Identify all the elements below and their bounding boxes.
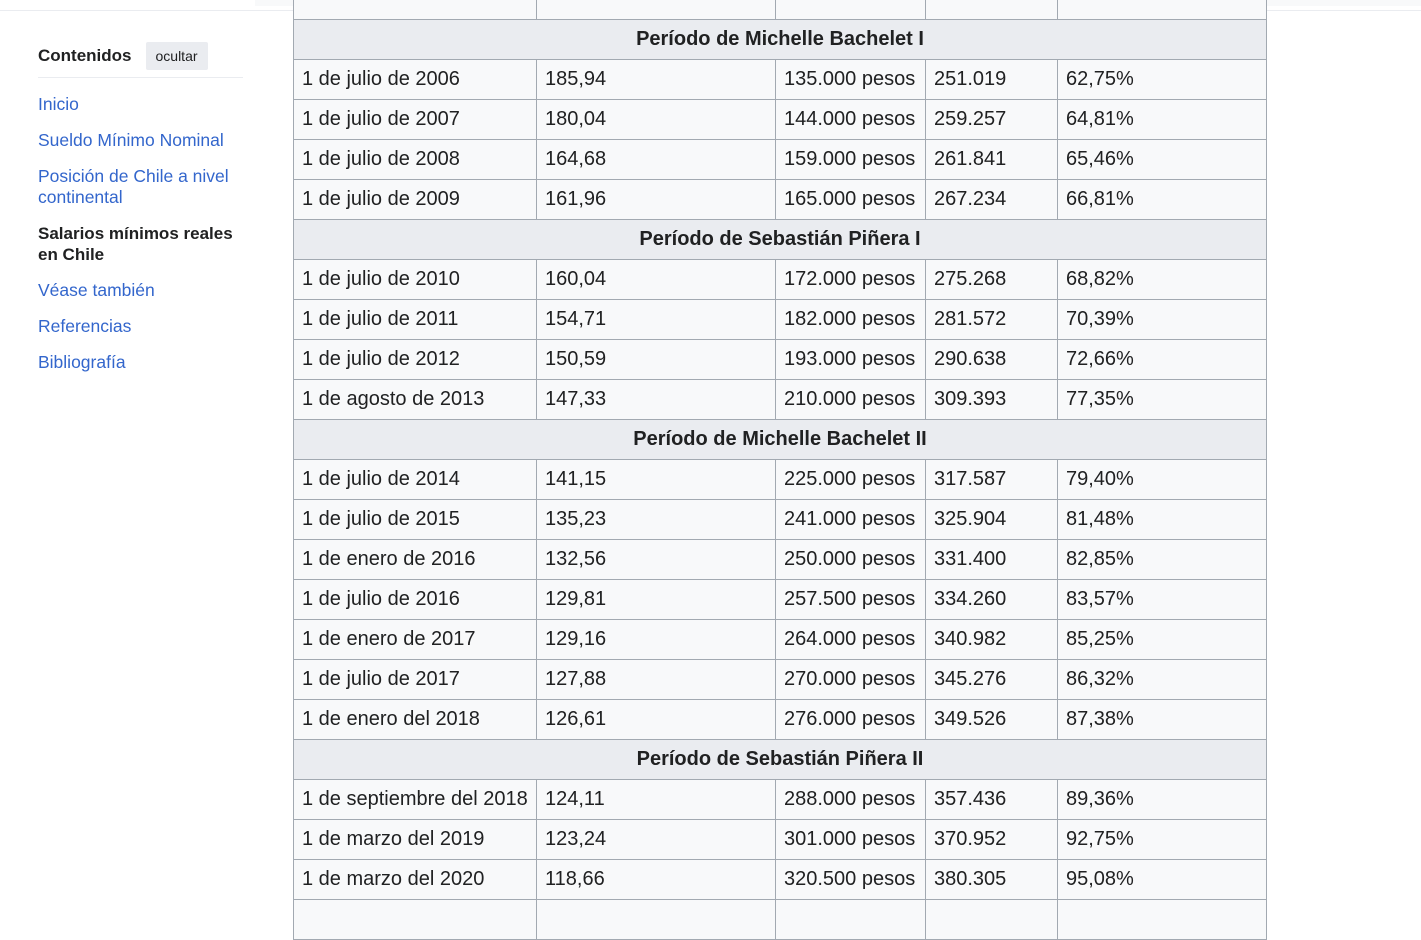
toc-header <box>38 41 243 78</box>
real-wage-cell: 325.904 <box>926 500 1058 540</box>
nominal-wage-cell: 159.000 pesos <box>776 140 926 180</box>
index-cell: 135,23 <box>537 500 776 540</box>
real-wage-cell: 281.572 <box>926 300 1058 340</box>
real-wage-cell: 357.436 <box>926 780 1058 820</box>
date-cell: 1 de julio de 2016 <box>294 580 537 620</box>
real-wage-cell: 340.982 <box>926 620 1058 660</box>
percent-cell: 66,81% <box>1058 180 1267 220</box>
date-cell: 1 de agosto de 2013 <box>294 380 537 420</box>
index-cell: 161,96 <box>537 180 776 220</box>
table-row <box>294 820 1267 860</box>
index-cell: 132,56 <box>537 540 776 580</box>
date-cell: 1 de julio de 2009 <box>294 180 537 220</box>
index-cell: 154,71 <box>537 300 776 340</box>
date-cell: 1 de enero de 2016 <box>294 540 537 580</box>
nominal-wage-cell: 241.000 pesos <box>776 500 926 540</box>
date-cell: 1 de julio de 2008 <box>294 140 537 180</box>
table-of-contents <box>38 41 243 388</box>
index-cell: 150,59 <box>537 340 776 380</box>
period-header-row <box>294 220 1267 260</box>
table-row-partial <box>294 900 1267 940</box>
index-cell: 129,81 <box>537 580 776 620</box>
table-cell <box>1058 900 1267 940</box>
period-header-row <box>294 20 1267 60</box>
date-cell: 1 de julio de 2015 <box>294 500 537 540</box>
table-row <box>294 380 1267 420</box>
percent-cell: 77,35% <box>1058 380 1267 420</box>
nominal-wage-cell: 135.000 pesos <box>776 60 926 100</box>
nominal-wage-cell: 276.000 pesos <box>776 700 926 740</box>
date-cell: 1 de marzo del 2020 <box>294 860 537 900</box>
real-wage-cell: 317.587 <box>926 460 1058 500</box>
percent-cell: 72,66% <box>1058 340 1267 380</box>
nominal-wage-cell: 165.000 pesos <box>776 180 926 220</box>
toc-list <box>38 94 243 373</box>
real-wage-cell: 370.952 <box>926 820 1058 860</box>
table-row <box>294 460 1267 500</box>
toc-hide-button[interactable]: ocultar <box>146 42 208 70</box>
table-row <box>294 780 1267 820</box>
toc-title: Contenidos <box>38 46 132 65</box>
percent-cell: 64,81% <box>1058 100 1267 140</box>
percent-cell: 62,75% <box>1058 60 1267 100</box>
table-row <box>294 300 1267 340</box>
period-header-row <box>294 740 1267 780</box>
real-wage-cell: 380.305 <box>926 860 1058 900</box>
percent-cell: 92,75% <box>1058 820 1267 860</box>
table-row <box>294 260 1267 300</box>
table-row <box>294 180 1267 220</box>
index-cell: 124,11 <box>537 780 776 820</box>
table-row <box>294 700 1267 740</box>
table-row <box>294 860 1267 900</box>
table-cell <box>926 0 1058 20</box>
nominal-wage-cell: 193.000 pesos <box>776 340 926 380</box>
real-wage-cell: 290.638 <box>926 340 1058 380</box>
real-wage-cell: 349.526 <box>926 700 1058 740</box>
real-wage-cell: 259.257 <box>926 100 1058 140</box>
real-wage-cell: 267.234 <box>926 180 1058 220</box>
percent-cell: 79,40% <box>1058 460 1267 500</box>
nominal-wage-cell: 172.000 pesos <box>776 260 926 300</box>
percent-cell: 89,36% <box>1058 780 1267 820</box>
nominal-wage-cell: 210.000 pesos <box>776 380 926 420</box>
table-cell <box>294 0 537 20</box>
nominal-wage-cell: 250.000 pesos <box>776 540 926 580</box>
period-title: Período de Sebastián Piñera II <box>294 740 1267 780</box>
toc-item[interactable]: Inicio <box>38 94 79 114</box>
toc-item[interactable]: Bibliografía <box>38 352 126 372</box>
index-cell: 160,04 <box>537 260 776 300</box>
table-row <box>294 140 1267 180</box>
table-cell <box>294 900 537 940</box>
date-cell: 1 de julio de 2011 <box>294 300 537 340</box>
table-cell <box>537 0 776 20</box>
table-cell <box>1058 0 1267 20</box>
real-wage-cell: 345.276 <box>926 660 1058 700</box>
table-row <box>294 500 1267 540</box>
index-cell: 141,15 <box>537 460 776 500</box>
index-cell: 164,68 <box>537 140 776 180</box>
real-wage-cell: 309.393 <box>926 380 1058 420</box>
nominal-wage-cell: 225.000 pesos <box>776 460 926 500</box>
real-wage-cell: 251.019 <box>926 60 1058 100</box>
table-row <box>294 100 1267 140</box>
table-cell <box>926 900 1058 940</box>
index-cell: 123,24 <box>537 820 776 860</box>
toc-item[interactable]: Referencias <box>38 316 132 336</box>
period-title: Período de Michelle Bachelet I <box>294 20 1267 60</box>
date-cell: 1 de julio de 2012 <box>294 340 537 380</box>
date-cell: 1 de julio de 2006 <box>294 60 537 100</box>
percent-cell: 70,39% <box>1058 300 1267 340</box>
real-wage-cell: 275.268 <box>926 260 1058 300</box>
nominal-wage-cell: 257.500 pesos <box>776 580 926 620</box>
table-cell <box>776 0 926 20</box>
table-row <box>294 540 1267 580</box>
percent-cell: 81,48% <box>1058 500 1267 540</box>
toc-item[interactable]: Véase también <box>38 280 155 300</box>
index-cell: 180,04 <box>537 100 776 140</box>
date-cell: 1 de julio de 2010 <box>294 260 537 300</box>
nominal-wage-cell: 301.000 pesos <box>776 820 926 860</box>
date-cell: 1 de septiembre del 2018 <box>294 780 537 820</box>
table-row-partial <box>294 0 1267 20</box>
index-cell: 127,88 <box>537 660 776 700</box>
index-cell: 126,61 <box>537 700 776 740</box>
period-header-row <box>294 420 1267 460</box>
percent-cell: 82,85% <box>1058 540 1267 580</box>
real-wage-cell: 261.841 <box>926 140 1058 180</box>
percent-cell: 87,38% <box>1058 700 1267 740</box>
table-row <box>294 60 1267 100</box>
date-cell: 1 de marzo del 2019 <box>294 820 537 860</box>
real-minimum-wage-table <box>293 0 1267 940</box>
period-title: Período de Michelle Bachelet II <box>294 420 1267 460</box>
period-title: Período de Sebastián Piñera I <box>294 220 1267 260</box>
toc-item[interactable]: Sueldo Mínimo Nominal <box>38 130 224 150</box>
index-cell: 185,94 <box>537 60 776 100</box>
date-cell: 1 de julio de 2017 <box>294 660 537 700</box>
date-cell: 1 de enero de 2017 <box>294 620 537 660</box>
date-cell: 1 de enero del 2018 <box>294 700 537 740</box>
toc-item[interactable]: Salarios mínimos reales en Chile <box>38 224 233 264</box>
nominal-wage-cell: 288.000 pesos <box>776 780 926 820</box>
percent-cell: 83,57% <box>1058 580 1267 620</box>
real-wage-cell: 334.260 <box>926 580 1058 620</box>
nominal-wage-cell: 182.000 pesos <box>776 300 926 340</box>
percent-cell: 65,46% <box>1058 140 1267 180</box>
nominal-wage-cell: 264.000 pesos <box>776 620 926 660</box>
index-cell: 129,16 <box>537 620 776 660</box>
percent-cell: 85,25% <box>1058 620 1267 660</box>
real-wage-cell: 331.400 <box>926 540 1058 580</box>
percent-cell: 95,08% <box>1058 860 1267 900</box>
table-row <box>294 660 1267 700</box>
nominal-wage-cell: 144.000 pesos <box>776 100 926 140</box>
wage-table-container <box>293 0 1267 940</box>
index-cell: 118,66 <box>537 860 776 900</box>
table-cell <box>776 900 926 940</box>
date-cell: 1 de julio de 2014 <box>294 460 537 500</box>
percent-cell: 86,32% <box>1058 660 1267 700</box>
nominal-wage-cell: 270.000 pesos <box>776 660 926 700</box>
table-row <box>294 340 1267 380</box>
table-row <box>294 580 1267 620</box>
index-cell: 147,33 <box>537 380 776 420</box>
table-row <box>294 620 1267 660</box>
percent-cell: 68,82% <box>1058 260 1267 300</box>
table-cell <box>537 900 776 940</box>
nominal-wage-cell: 320.500 pesos <box>776 860 926 900</box>
toc-item[interactable]: Posición de Chile a nivel continental <box>38 166 229 207</box>
date-cell: 1 de julio de 2007 <box>294 100 537 140</box>
